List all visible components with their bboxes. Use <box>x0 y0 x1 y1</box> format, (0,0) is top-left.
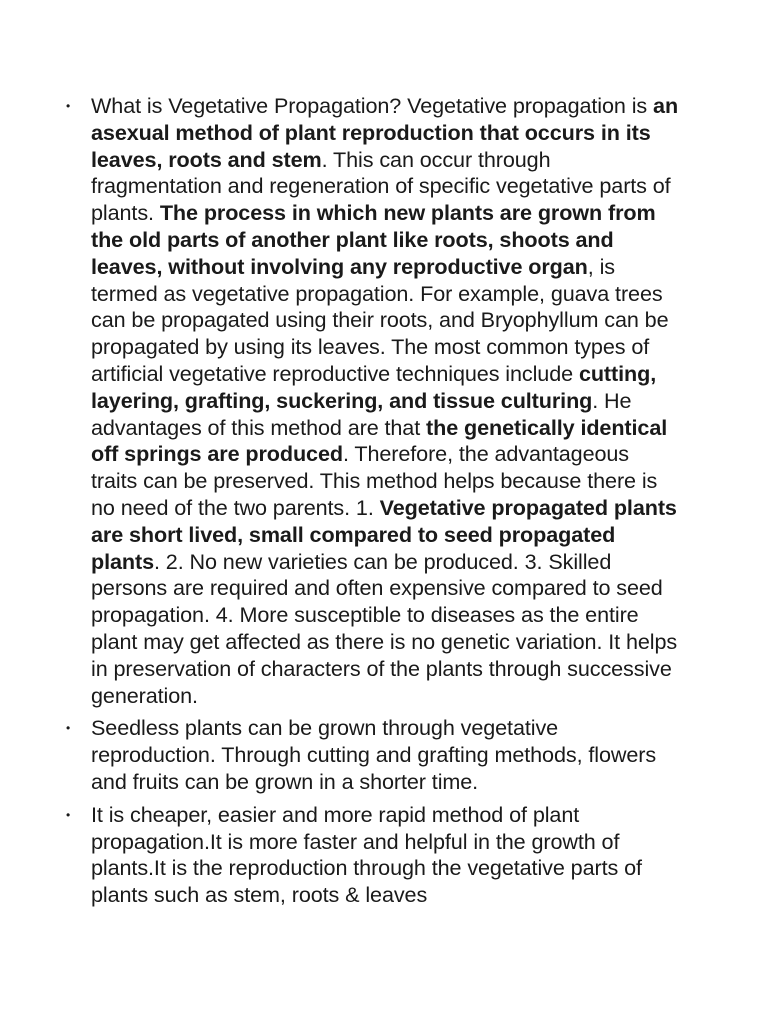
bold-text-segment: The process in which new plants are grown from the old parts of another plant like roots, shoots and leaves, without involving any reproductive organ <box>91 200 656 279</box>
text-segment: . This can occur through fragmentation and regeneration of specific vegetative parts of plants. <box>91 146 671 226</box>
bullet-paragraph <box>91 802 680 909</box>
bold-text-segment: an asexual method of plant reproduction that occurs in its leaves, roots and stem <box>91 93 679 172</box>
text-segment: . Therefore, the advantageous traits can be preserved. This method helps because there is no need of the two parents. 1. <box>91 441 658 520</box>
bullet-item <box>0 715 768 795</box>
bold-text-segment: Vegetative propagated plants are short lived, small compared to seed propagated plants <box>91 494 677 574</box>
bold-text-segment: the genetically identical off springs are produced <box>91 414 668 467</box>
bullet-dot-icon: • <box>66 99 71 113</box>
bold-text-segment: cutting, layering, grafting, suckering, and tissue culturing <box>91 360 657 413</box>
text-segment: . He advantages of this method are that <box>91 387 632 440</box>
bullet-item <box>0 93 768 709</box>
bullet-list <box>0 93 768 915</box>
bullet-dot-icon: • <box>66 721 71 736</box>
text-segment: . 2. No new varieties can be produced. 3. Skilled persons are required and often expensive compared to seed propagation. 4. More susceptible to diseases as the entire plant may get affected as there is no genetic variation. It helps in preservation of characters of the plants through successive generation. <box>91 548 678 708</box>
text-segment: What is Vegetative Propagation? Vegetative propagation is <box>91 93 654 118</box>
bullet-dot-icon: • <box>66 807 71 822</box>
bullet-item <box>0 802 768 909</box>
bullet-paragraph <box>91 715 680 795</box>
text-segment: , is termed as vegetative propagation. For example, guava trees can be propagated using their roots, and Bryophyllum can be propagated by using its leaves. The most common types of artificial vegetative reproductive techniques include <box>91 253 669 386</box>
bullet-paragraph <box>91 93 680 709</box>
text-segment: It is cheaper, easier and more rapid method of plant propagation.It is more faster and helpful in the growth of plants.It is the reproduction through the vegetative parts of plants such as stem, roots & leaves <box>91 801 642 908</box>
text-segment: Seedless plants can be grown through vegetative reproduction. Through cutting and grafting methods, flowers and fruits can be grown in a shorter time. <box>91 715 657 794</box>
